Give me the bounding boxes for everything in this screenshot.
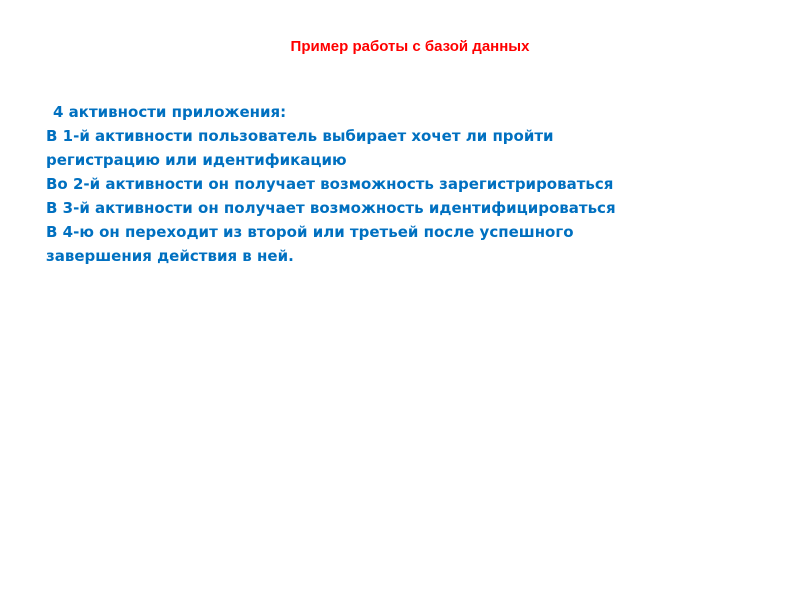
body-line-5: В 3-й активности он получает возможность идентифицироваться (46, 199, 616, 217)
body-line-1: 4 активности приложения: (53, 103, 287, 121)
body-line-2: В 1-й активности пользователь выбирает хочет ли пройти (46, 127, 554, 145)
body-line-4: Во 2-й активности он получает возможность зарегистрироваться (46, 175, 614, 193)
body-line-3: регистрацию или идентификацию (46, 151, 347, 169)
slide-title: Пример работы с базой данных (290, 38, 530, 55)
slide-body (46, 100, 766, 268)
body-line-6: В 4-ю он переходит из второй или третьей после успешного (46, 223, 574, 241)
body-line-7: завершения действия в ней. (46, 247, 294, 265)
